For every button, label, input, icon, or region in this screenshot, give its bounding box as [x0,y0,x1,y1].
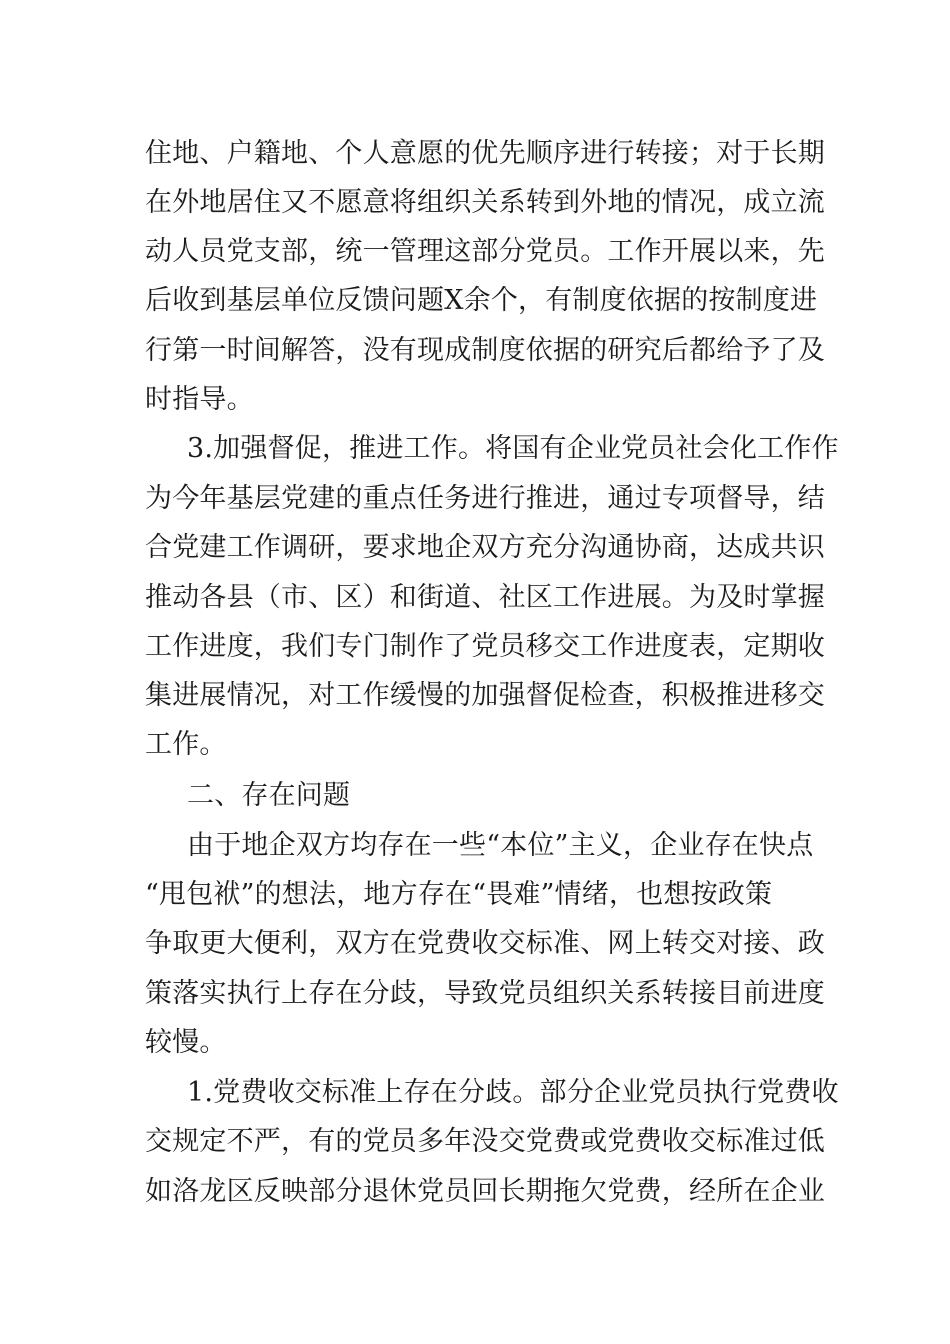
text-line: 在外地居住又不愿意将组织关系转到外地的情况，成立流 [145,187,825,218]
section-heading: 二、存在问题 [187,780,351,811]
text-line: 时指导。 [145,384,254,415]
text-line: 工作进度，我们专门制作了党员移交工作进度表，定期收 [145,631,825,662]
text-line: 合党建工作调研，要求地企双方充分沟通协商，达成共识 [145,532,825,563]
text-line: 后收到基层单位反馈问题X余个，有制度依据的按制度进 [145,285,818,316]
text-line: 推动各县（市、区）和街道、社区工作进展。为及时掌握 [145,582,825,613]
text-line: 动人员党支部，统一管理这部分党员。工作开展以来，先 [145,236,825,267]
text-line: 1.党费收交标准上存在分歧。部分企业党员执行党费收 [187,1077,839,1108]
text-line: 3.加强督促，推进工作。将国有企业党员社会化工作作 [187,433,839,464]
text-line: 交规定不严，有的党员多年没交党费或党费收交标准过低 [145,1126,825,1157]
text-line: 工作。 [145,729,227,760]
text-line: 行第一时间解答，没有现成制度依据的研究后都给予了及 [145,335,825,366]
text-line: 为今年基层党建的重点任务进行推进，通过专项督导，结 [145,483,825,514]
text-line: 较慢。 [145,1027,227,1058]
text-line: 策落实执行上存在分歧，导致党员组织关系转接目前进度 [145,978,825,1009]
text-line: 由于地企双方均存在一些“本位”主义，企业存在快点 [187,830,814,861]
text-line: “甩包袱”的想法，地方存在“畏难”情绪，也想按政策 [145,879,773,910]
text-line: 住地、户籍地、个人意愿的优先顺序进行转接；对于长期 [145,138,825,169]
text-line: 如洛龙区反映部分退休党员回长期拖欠党费，经所在企业 [145,1176,825,1207]
text-line: 集进展情况，对工作缓慢的加强督促检查，积极推进移交 [145,680,825,711]
text-line: 争取更大便利，双方在党费收交标准、网上转交对接、政 [145,928,825,959]
